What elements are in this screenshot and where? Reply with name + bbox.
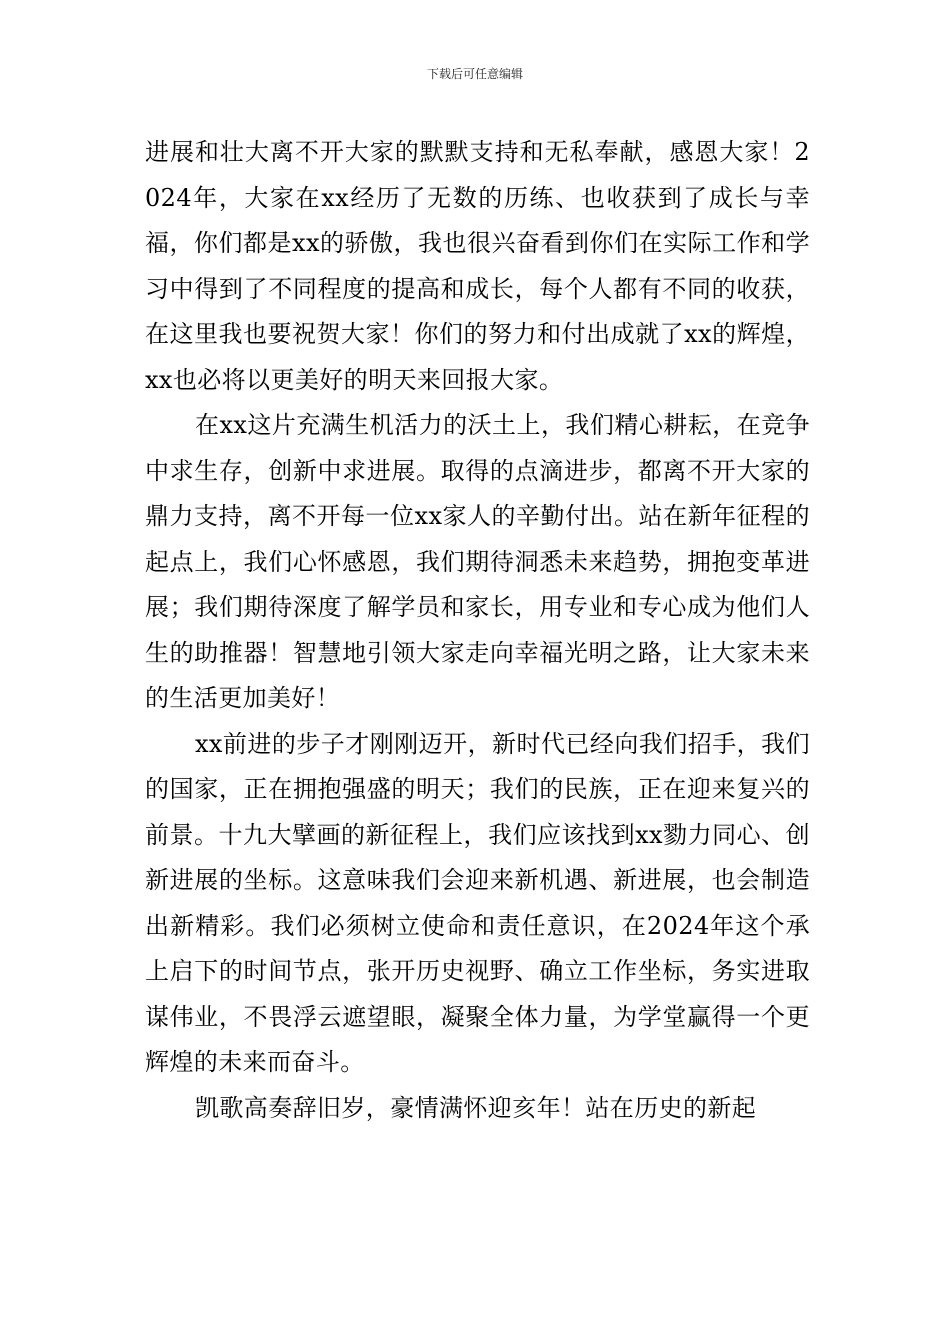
document-body [145,130,810,1131]
page-header: 下载后可任意编辑 [426,67,523,81]
paragraph-3: xx前进的步子才刚刚迈开，新时代已经向我们招手，我们的国家，正在拥抱强盛的明天；我们的民族，正在迎来复兴的前景。十九大擘画的新征程上，我们应该找到xx勠力同心、创新进展的坐标。这意味我们会迎来新机遇、新进展，也会制造出新精彩。我们必须树立使命和责任意识，在2024年这个承上启下的时间节点，张开历史视野、确立工作坐标，务实进取谋伟业，不畏浮云遮望眼，凝聚全体力量，为学堂赢得一个更辉煌的未来而奋斗。 [145,729,810,1076]
paragraph-4: 凯歌高奏辞旧岁，豪情满怀迎亥年！站在历史的新起 [195,1093,757,1122]
paragraph-1: 进展和壮大离不开大家的默默支持和无私奉献，感恩大家！2024年，大家在xx经历了无数的历练、也收获到了成长与幸福，你们都是xx的骄傲，我也很兴奋看到你们在实际工作和学习中得到了不同程度的提高和成长，每个人都有不同的收获，在这里我也要祝贺大家！你们的努力和付出成就了xx的辉煌，xx也必将以更美好的明天来回报大家。 [145,138,810,394]
paragraph-2: 在xx这片充满生机活力的沃土上，我们精心耕耘，在竞争中求生存，创新中求进展。取得的点滴进步，都离不开大家的鼎力支持，离不开每一位xx家人的辛勤付出。站在新年征程的起点上，我们心怀感恩，我们期待洞悉未来趋势，拥抱变革进展；我们期待深度了解学员和家长，用专业和专心成为他们人生的助推器！智慧地引领大家走向幸福光明之路，让大家未来的生活更加美好！ [145,411,810,712]
